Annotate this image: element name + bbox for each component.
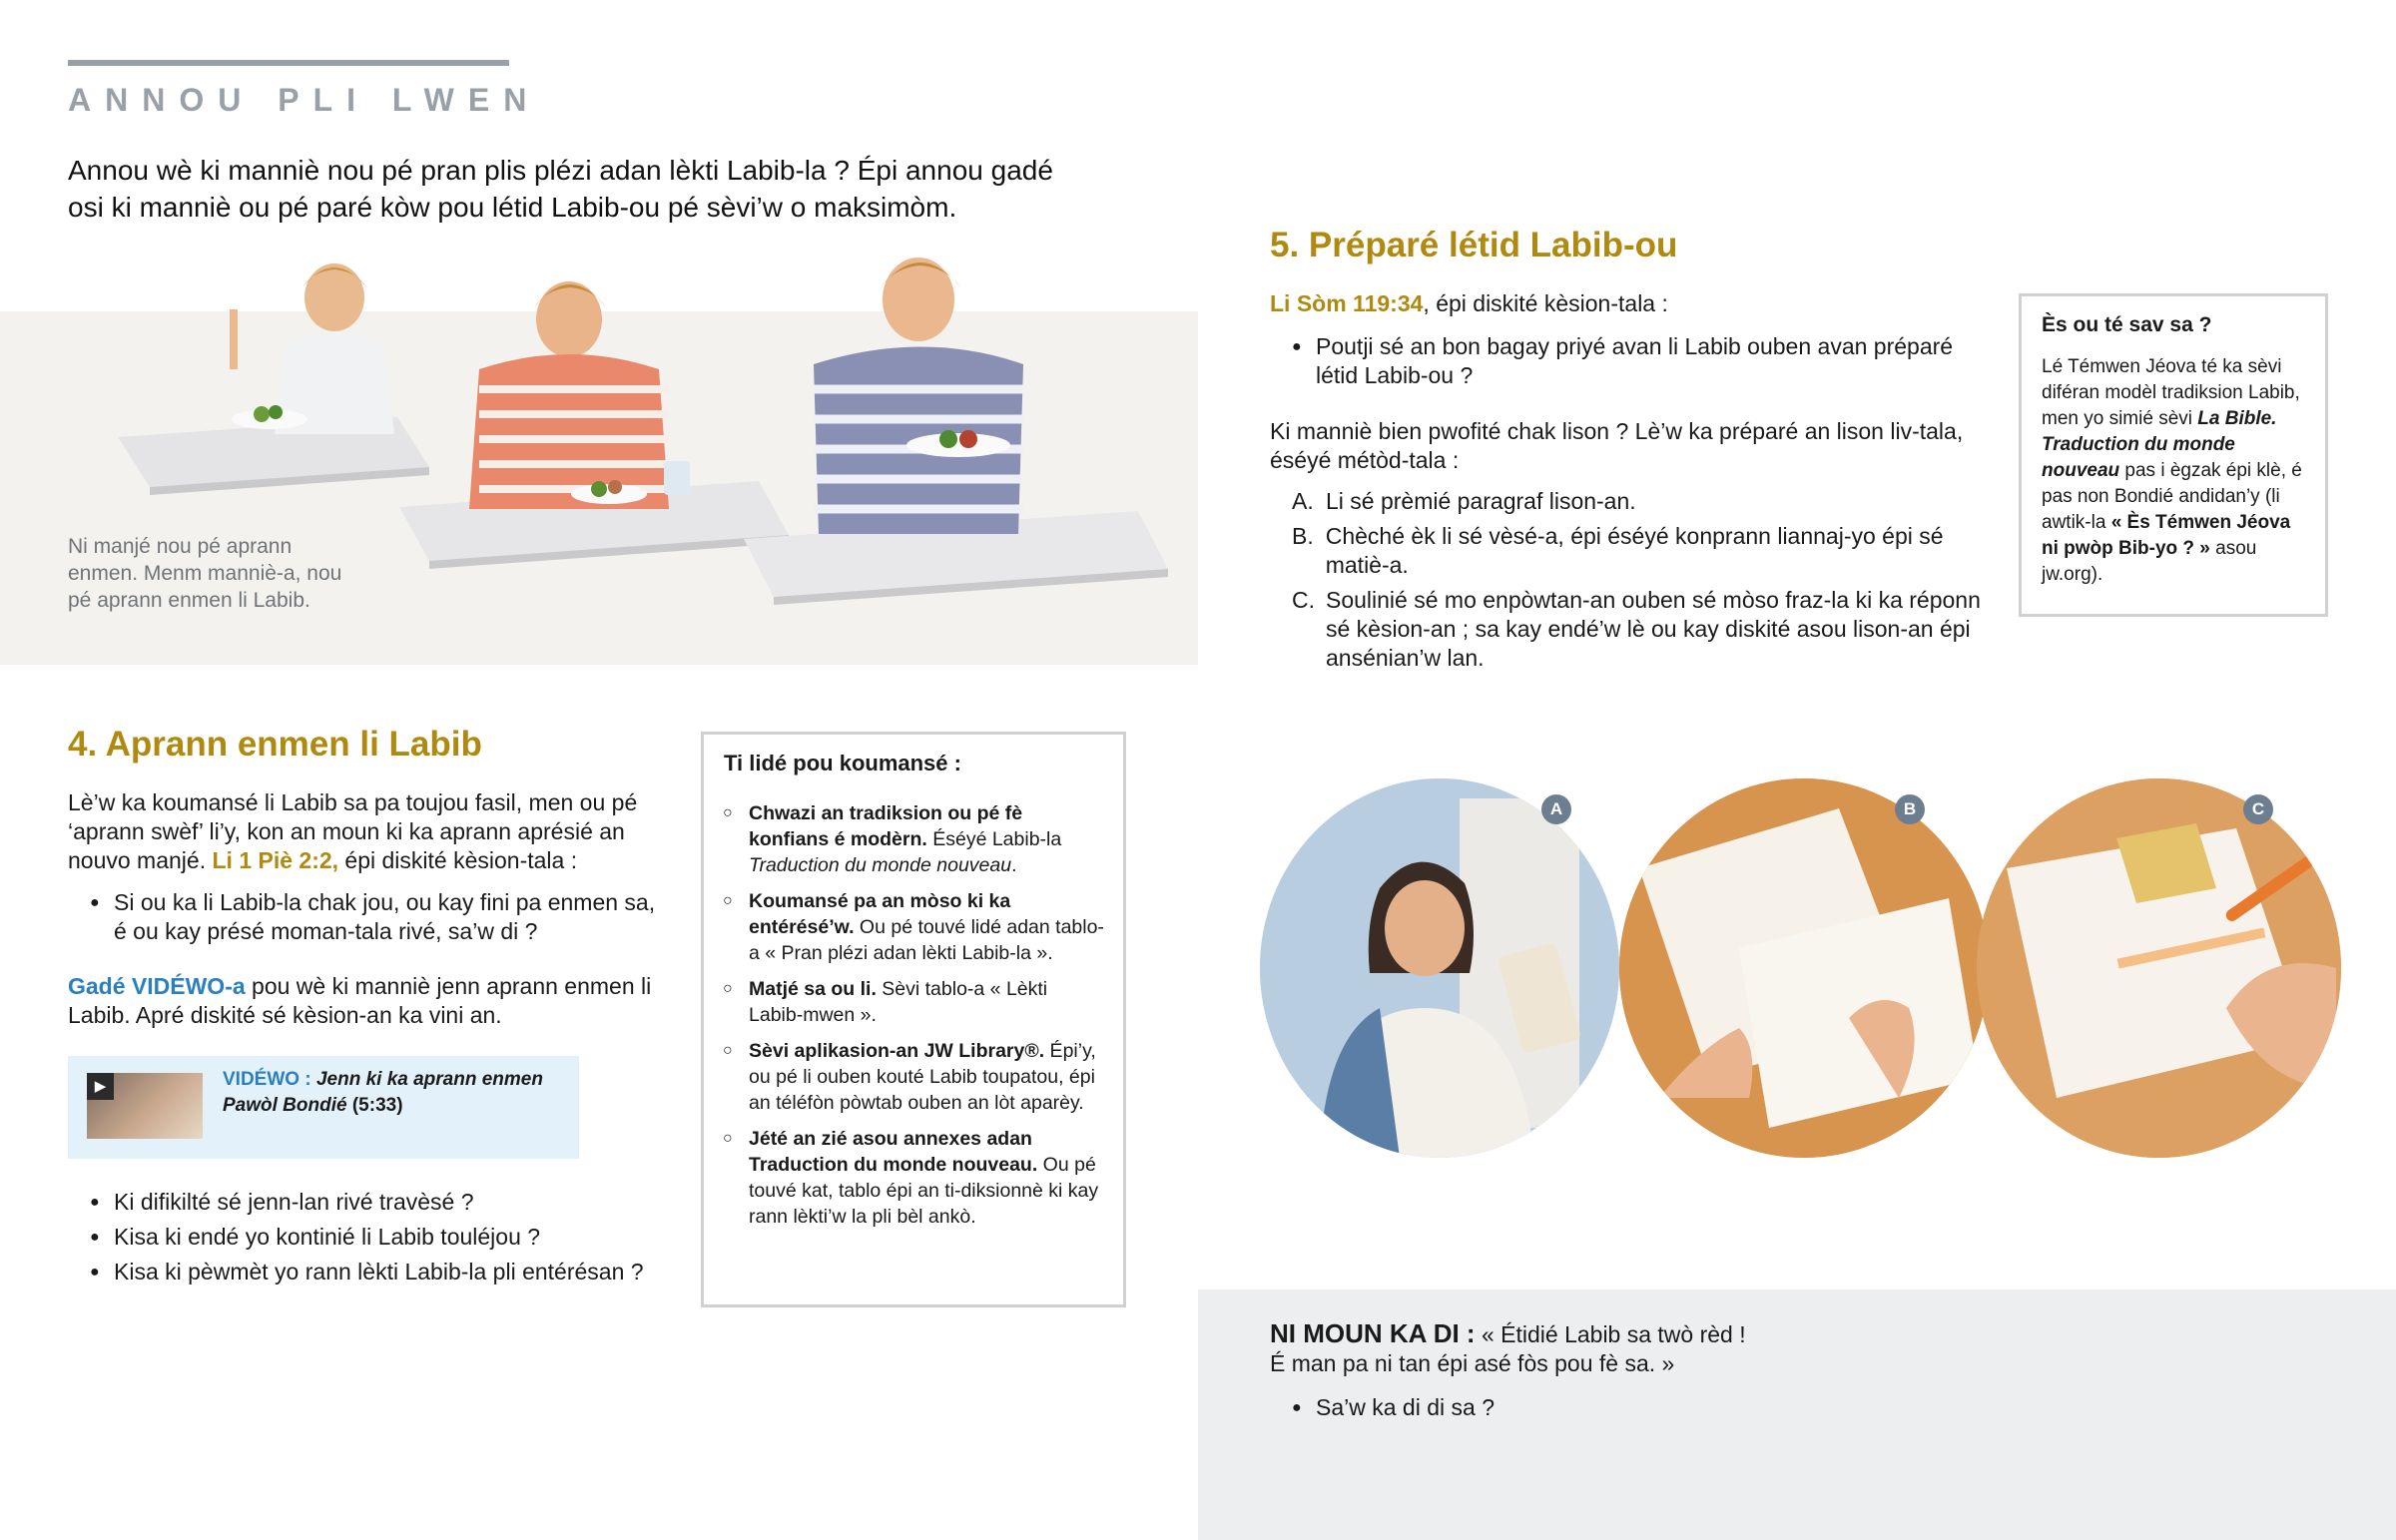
section5-bullet: ● Poutji sé an bon bagay priyé avan li Labib ouben avan préparé létid Labib-ou ?	[1270, 332, 1969, 390]
quote-label: NI MOUN KA DI :	[1270, 1318, 1476, 1348]
section4-bullets	[68, 888, 667, 946]
play-icon[interactable]: ▶	[87, 1073, 114, 1100]
circle-illustration-b	[1619, 778, 1989, 1158]
section-kicker: ANNOU PLI LWEN	[68, 82, 541, 118]
step-b: B. Chèché èk li sé vèsé-a, épi éséyé konprann liannaj-yo épi sé matiè-a.	[1292, 523, 1944, 578]
badge-b: B	[1895, 794, 1925, 824]
circle-illustration-a	[1260, 778, 1619, 1158]
video-title-block[interactable]	[223, 1067, 567, 1119]
section5-steps	[1270, 487, 1989, 673]
quote-bullet: ● Sa’w ka di di sa ?	[1270, 1393, 1969, 1422]
section5-title: 5. Préparé létid Labib-ou	[1270, 226, 1678, 264]
video-label: VIDÉWO :	[223, 1069, 311, 1090]
article-link[interactable]: « Ès Témwen Jéova ni pwòp Bib-yo ? »	[2042, 512, 2291, 559]
section5-para2: Ki manniè bien pwofité chak lison ? Lè’w ka préparé an lison liv-tala, éséyé métòd-tala :	[1270, 418, 1964, 473]
did-you-know-text: Lé Témwen Jéova té ka sèvi diféran modèl tradiksion Labib, men yo simié sèvi La Bible. Traduction du monde nouveau pas i ègzak épi klè, é pas non Bondié andidan’y (li awtik-la « Ès Témwen Jéova ni pwòp Bib-yo ? » asou jw.org).	[2042, 356, 2302, 585]
badge-a: A	[1541, 794, 1571, 824]
video-title: Jenn ki ka aprann enmen Pawòl Bondié	[223, 1069, 543, 1116]
scripture-link-som[interactable]: Li Sòm 119:34	[1270, 290, 1424, 316]
video-link[interactable]: Gadé VIDÉWO-a	[68, 973, 246, 999]
header-rule	[68, 60, 509, 66]
circle-illustration-c	[1977, 778, 2341, 1158]
section4-para2	[68, 972, 667, 1030]
tip-item: ○ Jété an zié asou annexes adan Traduction du monde nouveau. Ou pé touvé kat, tablo épi an ti-diksionnè ki kay rann lèkti’w la pli bèl ankò.	[701, 1126, 1105, 1230]
scripture-link-1-pie[interactable]: Li 1 Piè 2:2,	[212, 847, 339, 873]
step-a: A. Li sé prèmié paragraf lison-an.	[1292, 488, 1636, 514]
tip-item: ○ Koumansé pa an mòso ki ka entérésé’w. Ou pé touvé lidé adan tablo-a « Pran plézi adan lèkti Labib-la ».	[701, 888, 1105, 966]
section4-bullet: ● Si ou ka li Labib-la chak jou, ou kay fini pa enmen sa, é ou kay présé moman-tala rivé, sa’w di ?	[68, 888, 667, 946]
section5-intro	[1270, 289, 1989, 318]
step-c: C. Soulinié sé mo enpòwtan-an ouben sé mòso fraz-la ki ka réponn sé kèsion-an ; sa kay endé’w lè ou kay diskité asou lison-an épi ansénian’w lan.	[1292, 587, 1981, 671]
tip-item: ○ Sèvi aplikasion-an JW Library®. Épi’y, ou pé li ouben kouté Labib toupatou, épi an téléfòn pòwtab ouben an lòt aparèy.	[701, 1038, 1105, 1116]
did-you-know-title: Ès ou té sav sa ?	[2042, 313, 2212, 336]
quote-text-1: « Étidié Labib sa twò rèd !	[1475, 1321, 1746, 1347]
question-item: ● Ki difikilté sé jenn-lan rivé travèsé ?	[68, 1188, 687, 1217]
tips-box-title: Ti lidé pou koumansé :	[724, 751, 961, 775]
tip-item: ○ Matjé sa ou li. Sèvi tablo-a « Lèkti Labib-mwen ».	[701, 976, 1105, 1028]
section4-para1-text: Lè’w ka koumansé li Labib sa pa toujou fasil, men ou pé ‘aprann swèf’ li’y, kon an moun ki ka aprann aprésié an nouvo manjé.	[68, 789, 638, 873]
question-item: ● Kisa ki pèwmèt yo rann lèkti Labib-la pli entérésan ?	[68, 1258, 687, 1286]
quote-bullets	[1270, 1393, 1969, 1422]
section4-para1-end: épi diskité kèsion-tala :	[338, 847, 578, 873]
question-item: ● Kisa ki endé yo kontinié li Labib touléjou ?	[68, 1223, 687, 1252]
tip-item: ○ Chwazi an tradiksion ou pé fè konfians é modèrn. Éséyé Labib-la Traduction du monde nouveau.	[701, 800, 1105, 878]
section4-para1	[68, 788, 667, 875]
video-duration: (5:33)	[351, 1095, 403, 1116]
section4-para2-text: pou wè ki manniè jenn aprann enmen li Labib. Apré diskité sé kèsion-an ka vini an.	[68, 973, 652, 1028]
badge-c: C	[2243, 794, 2273, 824]
quote-block	[1270, 1319, 2268, 1378]
illustration-caption: Ni manjé nou pé aprann enmen. Menm manniè-a, nou pé aprann enmen li Labib.	[68, 535, 342, 612]
section5-bullets	[1270, 332, 1969, 390]
section4-title: 4. Aprann enmen li Labib	[68, 725, 482, 764]
tips-list	[701, 800, 1105, 1240]
quote-text-2: É man pa ni tan épi asé fòs pou fè sa. »	[1270, 1350, 1675, 1376]
section4-questions	[68, 1188, 687, 1286]
section5-intro-text: , épi diskité kèsion-tala :	[1423, 290, 1668, 316]
intro-paragraph: Annou wè ki manniè nou pé pran plis plézi adan lèkti Labib-la ? Épi annou gadé osi ki manniè ou pé paré kòw pou létid Labib-ou pé sèvi’w o maksimòm.	[68, 155, 1053, 223]
